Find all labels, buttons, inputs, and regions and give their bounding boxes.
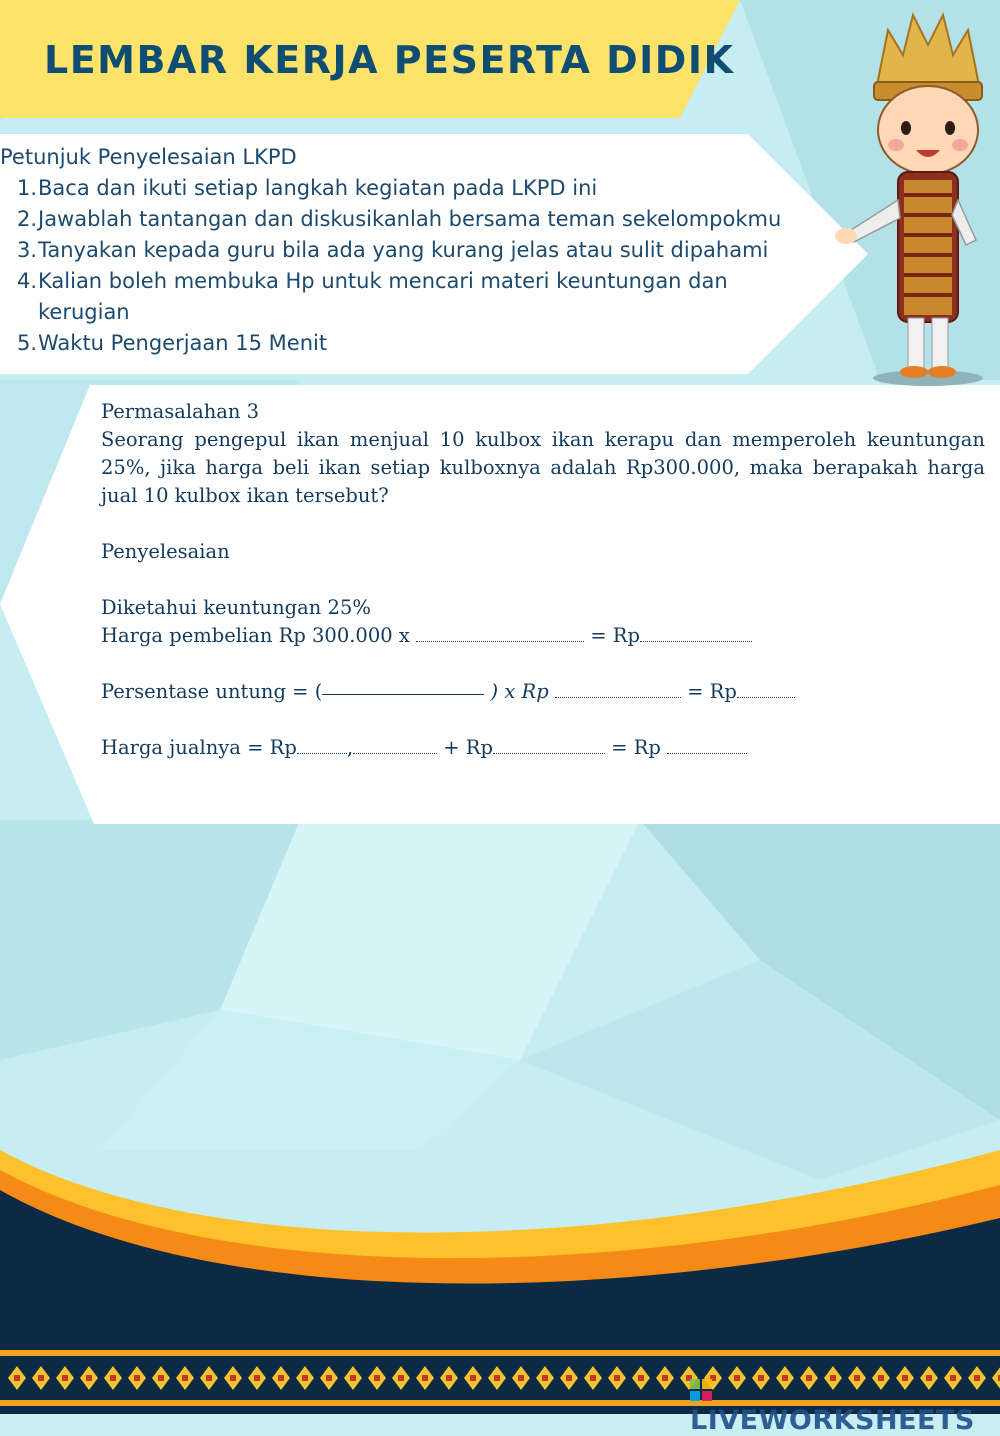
pattern-dot <box>254 1375 260 1381</box>
pattern-dot <box>158 1375 164 1381</box>
pattern-dot <box>374 1375 380 1381</box>
pattern-dot <box>614 1375 620 1381</box>
answer-blank[interactable] <box>416 625 584 642</box>
page-title: LEMBAR KERJA PESERTA DIDIK <box>44 38 735 82</box>
pattern-dot <box>470 1375 476 1381</box>
instruction-item: 4. Kalian boleh membuka Hp untuk mencari materi keuntungan dan kerugian <box>17 269 728 324</box>
answer-blank[interactable] <box>353 737 437 754</box>
pattern-dot <box>638 1375 644 1381</box>
pattern-dot <box>14 1375 20 1381</box>
pattern-dot <box>518 1375 524 1381</box>
pattern-dot <box>134 1375 140 1381</box>
answer-blank[interactable] <box>640 625 752 642</box>
pattern-dot <box>590 1375 596 1381</box>
instruction-item: 5. Waktu Pengerjaan 15 Menit <box>17 331 328 355</box>
pattern-dot <box>62 1375 68 1381</box>
problem-section <box>101 398 985 762</box>
selling-price-line: Harga jualnya = Rp , + Rp = Rp <box>101 734 985 762</box>
problem-statement: Seorang pengepul ikan menjual 10 kulbox ikan kerapu dan memperoleh keuntungan 25%, jika harga beli ikan setiap kulboxnya adalah Rp300.000, maka berapakah harga jual 10 kulbox ikan tersebut? <box>101 428 985 507</box>
pattern-dot <box>662 1375 668 1381</box>
pattern-dot <box>326 1375 332 1381</box>
pattern-dot <box>566 1375 572 1381</box>
liveworksheets-logo-icon <box>690 1379 712 1401</box>
instruction-item: 3. Tanyakan kepada guru bila ada yang kurang jelas atau sulit dipahami <box>17 238 769 262</box>
solution-label: Penyelesaian <box>101 540 230 563</box>
instruction-item: 2. Jawablah tantangan dan diskusikanlah bersama teman sekelompokmu <box>17 207 782 231</box>
instructions-list <box>0 173 820 359</box>
pattern-dot <box>398 1375 404 1381</box>
pattern-dot <box>182 1375 188 1381</box>
pattern-dot <box>446 1375 452 1381</box>
answer-blank[interactable] <box>297 737 347 754</box>
answer-blank[interactable] <box>737 681 795 698</box>
pattern-dot <box>350 1375 356 1381</box>
answer-blank[interactable] <box>493 737 605 754</box>
known-line: Diketahui keuntungan 25% <box>101 596 371 619</box>
pattern-dot <box>206 1375 212 1381</box>
pattern-dot <box>38 1375 44 1381</box>
answer-blank[interactable] <box>555 681 681 698</box>
pattern-dot <box>542 1375 548 1381</box>
fraction-line[interactable] <box>322 680 484 695</box>
instruction-item: 1. Baca dan ikuti setiap langkah kegiatan pada LKPD ini <box>17 176 598 200</box>
pattern-dot <box>110 1375 116 1381</box>
pattern-dot <box>278 1375 284 1381</box>
pattern-dot <box>86 1375 92 1381</box>
answer-blank[interactable] <box>667 737 747 754</box>
instructions-section <box>0 142 820 359</box>
pattern-dot <box>302 1375 308 1381</box>
purchase-line: Harga pembelian Rp 300.000 x = Rp <box>101 622 985 650</box>
pattern-dot <box>422 1375 428 1381</box>
pattern-dot <box>230 1375 236 1381</box>
pattern-dot <box>494 1375 500 1381</box>
instructions-title: Petunjuk Penyelesaian LKPD <box>0 145 297 169</box>
problem-heading: Permasalahan 3 <box>101 400 260 423</box>
profit-percentage-line: Persentase untung = ( ) x Rp = Rp <box>101 678 985 706</box>
liveworksheets-logo[interactable]: LIVEWORKSHEETS <box>690 1374 1000 1436</box>
